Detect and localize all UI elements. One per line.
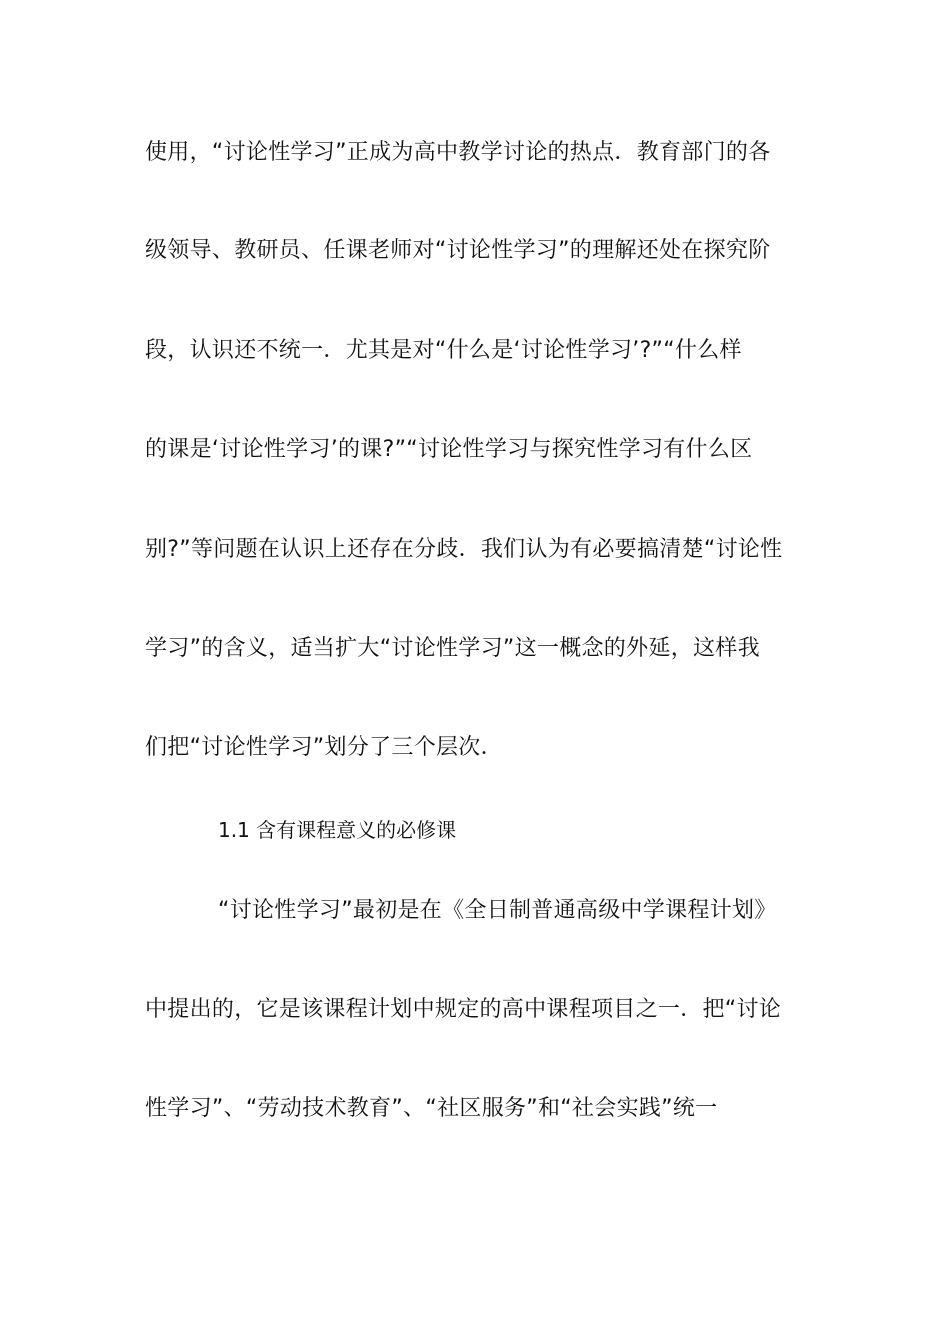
section-heading: 1.1 含有课程意义的必修课 bbox=[218, 818, 457, 842]
paragraph-line: 别?”等问题在认识上还存在分歧．我们认为有必要搞清楚“讨论性 bbox=[145, 537, 783, 562]
paragraph-line: 使用，“讨论性学习”正成为高中教学讨论的热点．教育部门的各 bbox=[145, 140, 771, 165]
paragraph-line: 学习”的含义，适当扩大“讨论性学习”这一概念的外延，这样我 bbox=[145, 636, 760, 661]
paragraph-line: 们把“讨论性学习”划分了三个层次． bbox=[145, 735, 503, 760]
paragraph-line: 中提出的，它是该课程计划中规定的高中课程项目之一．把“讨论 bbox=[145, 997, 782, 1022]
paragraph-line: 的课是‘讨论性学习’的课?”“讨论性学习与探究性学习有什么区 bbox=[145, 437, 753, 462]
paragraph-line: 段，认识还不统一．尤其是对“什么是‘讨论性学习’?”“什么样 bbox=[145, 338, 742, 363]
paragraph-line: 性学习”、“劳动技术教育”、“社区服务”和“社会实践”统一 bbox=[145, 1096, 718, 1121]
paragraph-line: “讨论性学习”最初是在《全日制普通高级中学课程计划》 bbox=[218, 898, 777, 923]
paragraph-line: 级领导、教研员、任课老师对“讨论性学习”的理解还处在探究阶 bbox=[145, 238, 771, 263]
